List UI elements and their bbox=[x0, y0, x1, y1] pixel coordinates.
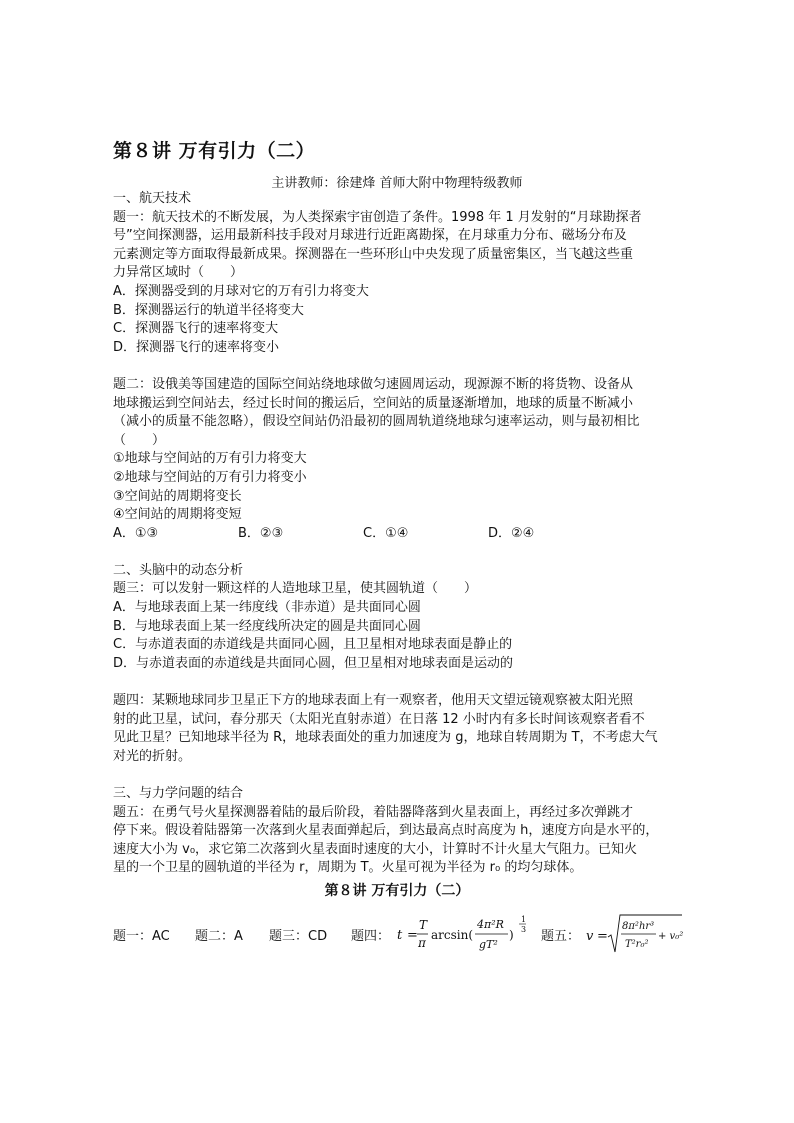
q3-line: 题三：可以发射一颗这样的人造地球卫星，使其圆轨道（ ） bbox=[113, 581, 478, 597]
f4-close: ) bbox=[509, 928, 514, 942]
q1-line: 元素测定等方面取得最新成果。探测器在一些环形山中央发现了质量密集区，当飞越这些重 bbox=[113, 246, 634, 262]
q4-line: 对光的折射。 bbox=[113, 748, 192, 764]
q4-line: 题四：某颗地球同步卫星正下方的地球表面上有一观察者，他用天文望远镜观察被太阳光照 bbox=[113, 693, 634, 709]
q2-line: 地球搬运到空间站去，经过长时间的搬运后，空间站的质量逐渐增加，地球的质量不断减小 bbox=[113, 395, 634, 411]
q1-option-b: B．探测器运行的轨道半径将变大 bbox=[113, 302, 304, 318]
q4-line: 见此卫星？已知地球半径为 R，地球表面处的重力加速度为 g，地球自转周期为 T，不考虑大气 bbox=[113, 730, 658, 746]
f4-exp-den: 3 bbox=[521, 925, 527, 934]
q2-statement: ③空间站的周期将变长 bbox=[113, 488, 242, 504]
q2-option-b: B．②③ bbox=[238, 525, 284, 541]
f4-fn: arcsin( bbox=[431, 928, 474, 942]
f5-lhs: v bbox=[586, 929, 594, 944]
q4-line: 射的此卫星，试问，春分那天（太阳光直射赤道）在日落 12 小时内有多长时间该观察者看不 bbox=[113, 711, 645, 727]
f5-plus: + v₀² bbox=[658, 931, 684, 942]
section-heading-1: 一、航天技术 bbox=[113, 191, 192, 206]
f5-eq: = bbox=[597, 929, 608, 944]
q5-line: 星的一个卫星的圆轨道的半径为 r，周期为 T。火星可视为半径为 r₀ 的均匀球体。 bbox=[113, 860, 583, 876]
f4-frac-num: T bbox=[419, 918, 428, 932]
answer-2: 题二：A bbox=[195, 929, 243, 944]
answer-4-label: 题四： bbox=[351, 929, 391, 944]
q2-line: （ ） bbox=[113, 432, 166, 448]
q1-line: 号”空间探测器，运用最新科技手段对月球进行近距离勘探，在月球重力分布、磁场分布及 bbox=[113, 228, 627, 244]
q1-line: 题一：航天技术的不断发展，为人类探索宇宙创造了条件。1998 年 1 月发射的“月球勘探者 bbox=[113, 209, 642, 225]
q5-line: 停下来。假设着陆器第一次落到火星表面弹起后，到达最高点时高度为 h，速度方向是水平的， bbox=[113, 823, 659, 839]
q2-line: （减小的质量不能忽略），假设空间站仍沿最初的圆周轨道绕地球匀速率运动，则与最初相比 bbox=[113, 414, 640, 430]
q2-option-d: D．②④ bbox=[488, 525, 535, 541]
q3-option-a: A．与地球表面上某一纬度线（非赤道）是共面同心圆 bbox=[113, 600, 421, 616]
f4-inner-den: gT² bbox=[479, 938, 498, 951]
q2-option-a: A．①③ bbox=[113, 525, 159, 541]
q1-line: 力异常区域时（ ） bbox=[113, 265, 244, 281]
q1-option-a: A．探测器受到的月球对它的万有引力将变大 bbox=[113, 283, 369, 299]
answer-4-formula bbox=[395, 912, 535, 956]
section-heading-3: 三、与力学问题的结合 bbox=[113, 786, 244, 801]
answers-row bbox=[113, 912, 693, 956]
q2-line: 题二：设俄美等国建造的国际空间站绕地球做匀速圆周运动，现源源不断的将货物、设备从 bbox=[113, 376, 634, 392]
f5-num: 8π²hr³ bbox=[622, 921, 655, 932]
q1-option-d: D．探测器飞行的速率将变小 bbox=[113, 339, 280, 355]
answer-5-label: 题五： bbox=[541, 929, 581, 944]
f4-frac-den: π bbox=[418, 936, 426, 950]
f4-eq: = bbox=[407, 928, 418, 943]
answers-title: 第８讲 万有引力（二） bbox=[324, 883, 470, 899]
q3-option-d: D．与赤道表面的赤道线是共面同心圆，但卫星相对地球表面是运动的 bbox=[113, 655, 514, 671]
answer-1: 题一：AC bbox=[113, 929, 170, 944]
f4-inner-num: 4π²R bbox=[477, 918, 504, 931]
page-title: 第８讲 万有引力（二） bbox=[113, 140, 316, 162]
q2-statement: ②地球与空间站的万有引力将变小 bbox=[113, 469, 307, 485]
f4-lhs: t bbox=[397, 928, 403, 943]
q2-options bbox=[113, 525, 685, 544]
answer-3: 题三：CD bbox=[269, 929, 328, 944]
q2-option-c: C．①④ bbox=[363, 525, 409, 541]
q5-line: 速度大小为 v₀，求它第二次落到火星表面时速度的大小，计算时不计火星大气阻力。已知火 bbox=[113, 841, 638, 857]
q5-line: 题五：在勇气号火星探测器着陆的最后阶段，着陆器降落到火星表面上，再经过多次弹跳才 bbox=[113, 804, 634, 820]
section-heading-2: 二、头脑中的动态分析 bbox=[113, 562, 244, 578]
q1-option-c: C．探测器飞行的速率将变大 bbox=[113, 321, 279, 337]
f4-exp-num: 1 bbox=[521, 915, 527, 924]
f5-den: T²r₀² bbox=[625, 939, 649, 950]
q3-option-c: C．与赤道表面的赤道线是共面同心圆，且卫星相对地球表面是静止的 bbox=[113, 637, 513, 653]
q3-option-b: B．与地球表面上某一经度线所决定的圆是共面同心圆 bbox=[113, 618, 421, 634]
document-body bbox=[113, 190, 685, 878]
answer-5-formula bbox=[584, 912, 684, 956]
q2-statement: ④空间站的周期将变短 bbox=[113, 507, 242, 523]
lecturer-line: 主讲教师：徐建烽 首师大附中物理特级教师 bbox=[271, 176, 523, 191]
q2-statement: ①地球与空间站的万有引力将变大 bbox=[113, 451, 307, 467]
